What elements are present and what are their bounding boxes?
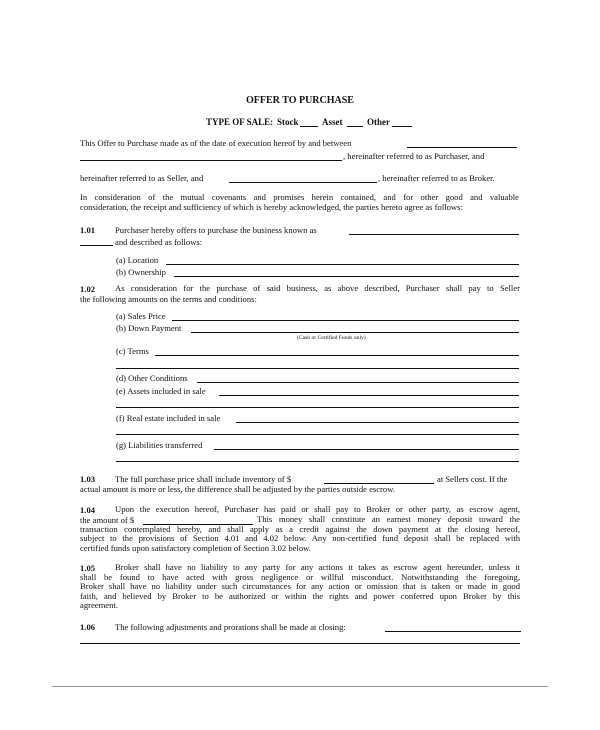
described-text: and described as follows:: [115, 237, 203, 247]
section-1-05-line-1: Broker shall have no liability to any party for any actions it takes as escrow agent hereunder, unless it: [115, 562, 520, 572]
stock-blank[interactable]: [300, 126, 318, 127]
seller-blank[interactable]: [229, 182, 377, 183]
purchaser-suffix: , hereinafter referred to as Purchaser, and: [343, 151, 485, 161]
asset-blank[interactable]: [347, 126, 363, 127]
type-option-other: Other: [367, 117, 390, 127]
intro-line: This Offer to Purchase made as of the date of execution hereof by and between: [80, 138, 352, 148]
down-payment-label: (b) Down Payment: [116, 323, 182, 333]
terms-blank-1[interactable]: [155, 355, 519, 356]
section-1-05-line-5: agreement.: [80, 600, 118, 611]
type-option-stock: Stock: [277, 117, 299, 127]
location-label: (a) Location: [116, 255, 159, 265]
other-conditions-label: (d) Other Conditions: [116, 373, 188, 383]
terms-blank-2[interactable]: [116, 368, 519, 369]
section-1-02-paragraph: [115, 284, 520, 294]
section-1-04-line-1: Upon the execution hereof, Purchaser has paid or shall pay to Broker or other party, as escrow agent,: [115, 504, 520, 514]
section-number-1-05: 1.05: [80, 563, 96, 573]
section-number-1-02: 1.02: [80, 284, 96, 294]
business-name-blank[interactable]: [349, 234, 519, 235]
section-number-1-06: 1.06: [80, 622, 96, 632]
section-number-1-04: 1.04: [80, 505, 96, 515]
real-estate-label: (f) Real estate included in sale: [116, 413, 221, 423]
adjustments-blank-1[interactable]: [385, 631, 521, 632]
ownership-blank[interactable]: [174, 276, 519, 277]
party-blank-1[interactable]: [407, 147, 517, 148]
section-1-02-line-2: the following amounts on the terms and conditions:: [80, 294, 257, 304]
other-blank[interactable]: [392, 126, 412, 127]
section-1-04-line-3: transaction contemplated hereby, and shall apply as a credit against the down payment at the closing hereof,: [80, 523, 520, 534]
other-conditions-blank[interactable]: [197, 382, 519, 383]
section-1-05-line-4: faith, and believed by Broker to be authorized or within the rights and power conferred upon Broker by this: [80, 590, 520, 601]
assets-blank-1[interactable]: [219, 395, 519, 396]
assets-label: (e) Assets included in sale: [116, 386, 206, 396]
type-option-asset: Asset: [322, 117, 343, 127]
consideration-line-2: consideration, the receipt and sufficiency of which is hereby acknowledged, the parties hereto agree as follows:: [80, 201, 463, 212]
section-1-02-line-1: As consideration for the purchase of said business, as above described, Purchaser shall pay to Seller: [115, 283, 520, 293]
liabilities-label: (g) Liabilities transferred: [116, 440, 203, 450]
seller-prefix: hereinafter referred to as Seller, and: [80, 173, 204, 183]
section-number-1-03: 1.03: [80, 474, 96, 484]
cash-note: (Cash or Certified Funds only): [297, 335, 366, 341]
location-blank[interactable]: [166, 264, 519, 265]
real-estate-blank-1[interactable]: [236, 422, 519, 423]
broker-suffix: , hereinafter referred to as Broker.: [378, 173, 495, 183]
adjustments-blank-2[interactable]: [80, 643, 520, 644]
real-estate-blank-2[interactable]: [116, 434, 519, 435]
section-number-1-01: 1.01: [80, 225, 96, 235]
section-1-04-line-2b: This money shall constitute an earnest money deposit toward the: [257, 514, 520, 524]
section-1-04-rest: [80, 525, 520, 554]
section-1-05-rest: [80, 573, 520, 611]
section-1-04-line-2a: the amount of $: [80, 515, 135, 525]
sales-price-blank[interactable]: [172, 320, 519, 321]
business-blank-left[interactable]: [80, 245, 113, 246]
purchaser-blank[interactable]: [80, 160, 342, 161]
consideration-paragraph: [80, 193, 519, 212]
ownership-label: (b) Ownership: [116, 267, 166, 277]
section-1-05-line-3: Broker shall have no liability under such circumstances for any action or omission that is taken or made in good: [80, 581, 520, 592]
section-1-03-line-1a: The full purchase price shall include inventory of $: [115, 474, 292, 484]
section-1-04-line-4: subject to the provisions of Section 4.01 and 4.02 below. Any non-certified fund deposit shall be replaced with: [80, 533, 520, 544]
type-of-sale-label: TYPE OF SALE:: [206, 117, 274, 127]
section-1-03-line-1b: at Sellers cost. If the: [437, 474, 508, 484]
footer-divider: [52, 686, 548, 687]
liabilities-blank-2[interactable]: [116, 461, 519, 462]
section-1-01-text: Purchaser hereby offers to purchase the business known as: [115, 225, 317, 235]
terms-label: (c) Terms: [116, 346, 149, 356]
section-1-05-line-2: shall be found to have acted with gross negligence or willful misconduct. Notwithstanding the foregoing,: [80, 571, 520, 582]
section-1-06-text: The following adjustments and prorations shall be made at closing:: [115, 622, 346, 632]
section-1-04-line-5: certified funds upon satisfactory completion of Section 3.02 below.: [80, 542, 311, 553]
sales-price-label: (a) Sales Price: [116, 311, 166, 321]
assets-blank-2[interactable]: [116, 407, 519, 408]
section-1-03-line-2: actual amount is more or less, the difference shall be adjusted by the parties outside escrow.: [80, 484, 396, 494]
page-title: OFFER TO PURCHASE: [246, 95, 354, 106]
consideration-line-1: In consideration of the mutual covenants and promises herein contained, and for other good and valuable: [80, 192, 519, 202]
liabilities-blank-1[interactable]: [214, 449, 519, 450]
